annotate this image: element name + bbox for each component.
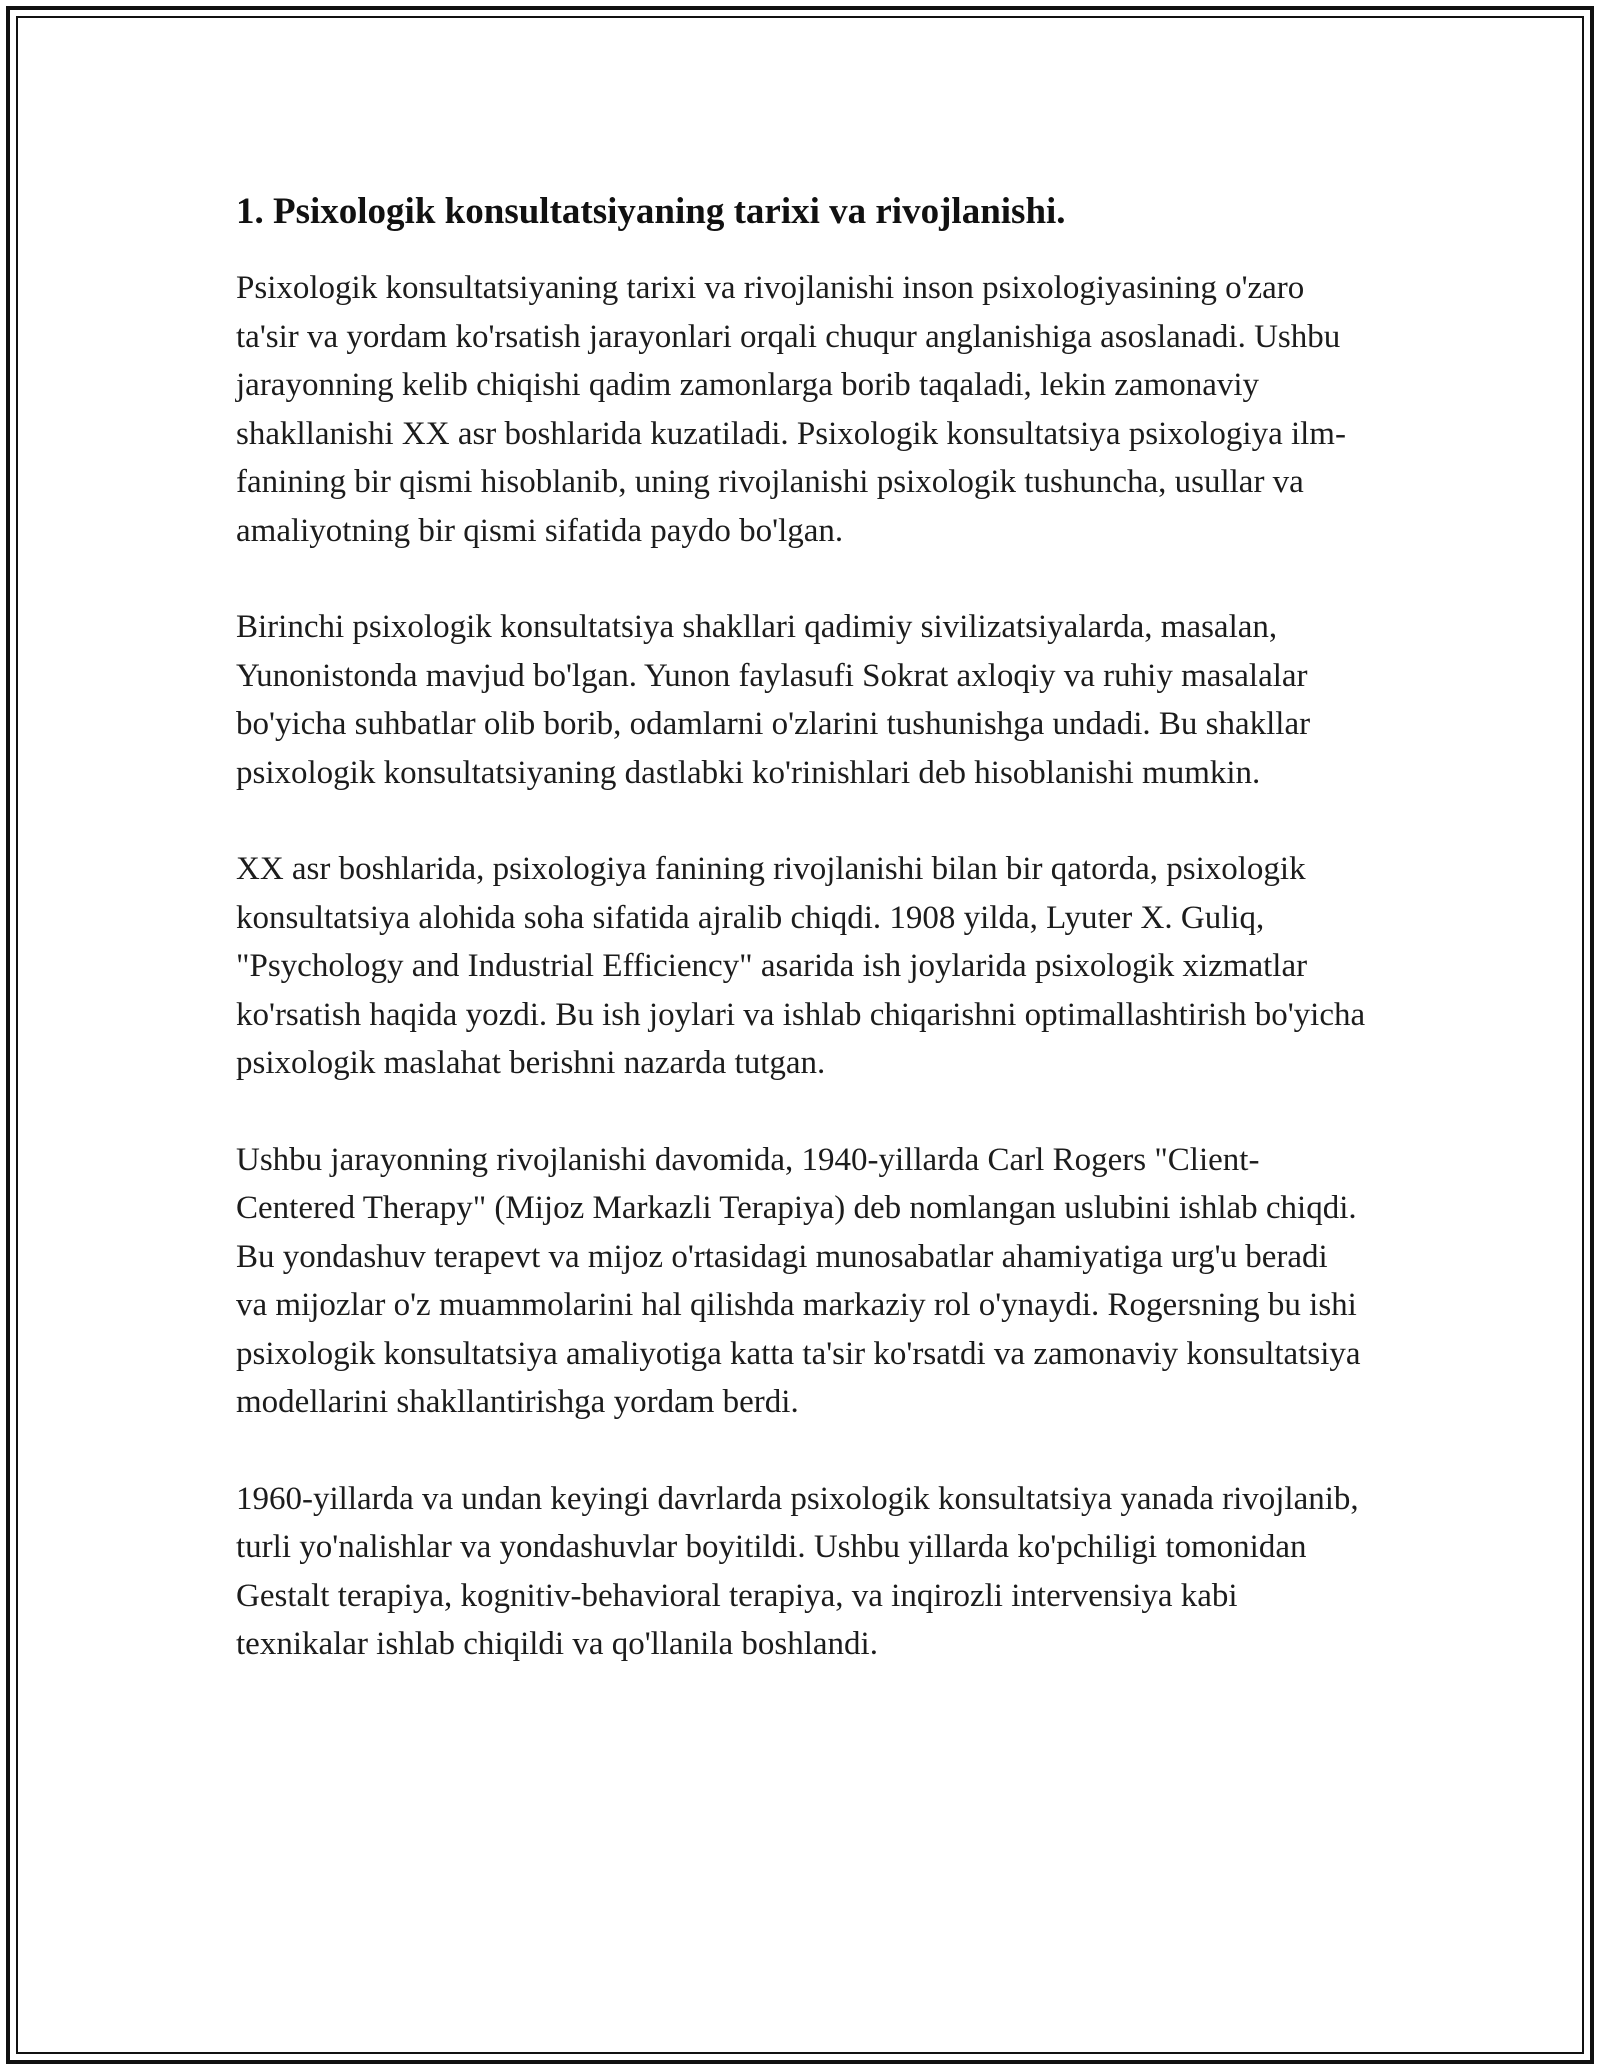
paragraph-4: Ushbu jarayonning rivojlanishi davomida, 1940-yillarda Carl Rogers "Client-Centered Therapy" (Mijoz Markazli Terapiya) deb nomlangan uslubini ishlab chiqdi. Bu yondashuv terapevt va mijoz o'rtasidagi munosabatlar ahamiyatiga urg'u beradi va mijozlar o'z muammolarini hal qilishda markaziy rol o'ynaydi. Rogersning bu ishi psixologik konsultatsiya amaliyotiga katta ta'sir ko'rsatdi va zamonaviy konsultatsiya modellarini shakllantirishga yordam berdi. [236,1141,1361,1420]
section-heading: 1. Psixologik konsultatsiyaning tarixi va rivojlanishi. [236,191,1066,232]
paragraph-5: 1960-yillarda va undan keyingi davrlarda psixologik konsultatsiya yanada rivojlanib, turli yo'nalishlar va yondashuvlar boyitildi. Ushbu yillarda ko'pchiligi tomonidan Gestalt terapiya, kognitiv-behavioral terapiya, va inqirozli intervensiya kabi texnikalar ishlab chiqildi va qo'llanila boshlandi. [236,1480,1359,1662]
paragraph-1: Psixologik konsultatsiyaning tarixi va rivojlanishi inson psixologiyasining o'zaro ta'sir va yordam ko'rsatish jarayonlari orqali chuqur anglanishiga asoslanadi. Ushbu jarayonning kelib chiqishi qadim zamonlarga borib taqaladi, lekin zamonaviy shakllanishi XX asr boshlarida kuzatiladi. Psixologik konsultatsiya psixologiya ilm-fanining bir qismi hisoblanib, uning rivojlanishi psixologik tushuncha, usullar va amaliyotning bir qismi sifatida paydo bo'lgan. [236,270,1346,549]
paragraph-3: XX asr boshlarida, psixologiya fanining rivojlanishi bilan bir qatorda, psixologik konsultatsiya alohida soha sifatida ajralib chiqdi. 1908 yilda, Lyuter X. Guliq, "Psychology and Industrial Efficiency" asarida ish joylarida psixologik xizmatlar ko'rsatish haqida yozdi. Bu ish joylari va ishlab chiqarishni optimallashtirish bo'yicha psixologik maslahat berishni nazarda tutgan. [236,851,1366,1081]
document-body [236,188,1366,1669]
paragraph-2: Birinchi psixologik konsultatsiya shakllari qadimiy sivilizatsiyalarda, masalan, Yunonistonda mavjud bo'lgan. Yunon faylasufi Sokrat axloqiy va ruhiy masalalar bo'yicha suhbatlar olib borib, odamlarni o'zlarini tushunishga undadi. Bu shakllar psixologik konsultatsiyaning dastlabki ko'rinishlari deb hisoblanishi mumkin. [236,609,1311,791]
